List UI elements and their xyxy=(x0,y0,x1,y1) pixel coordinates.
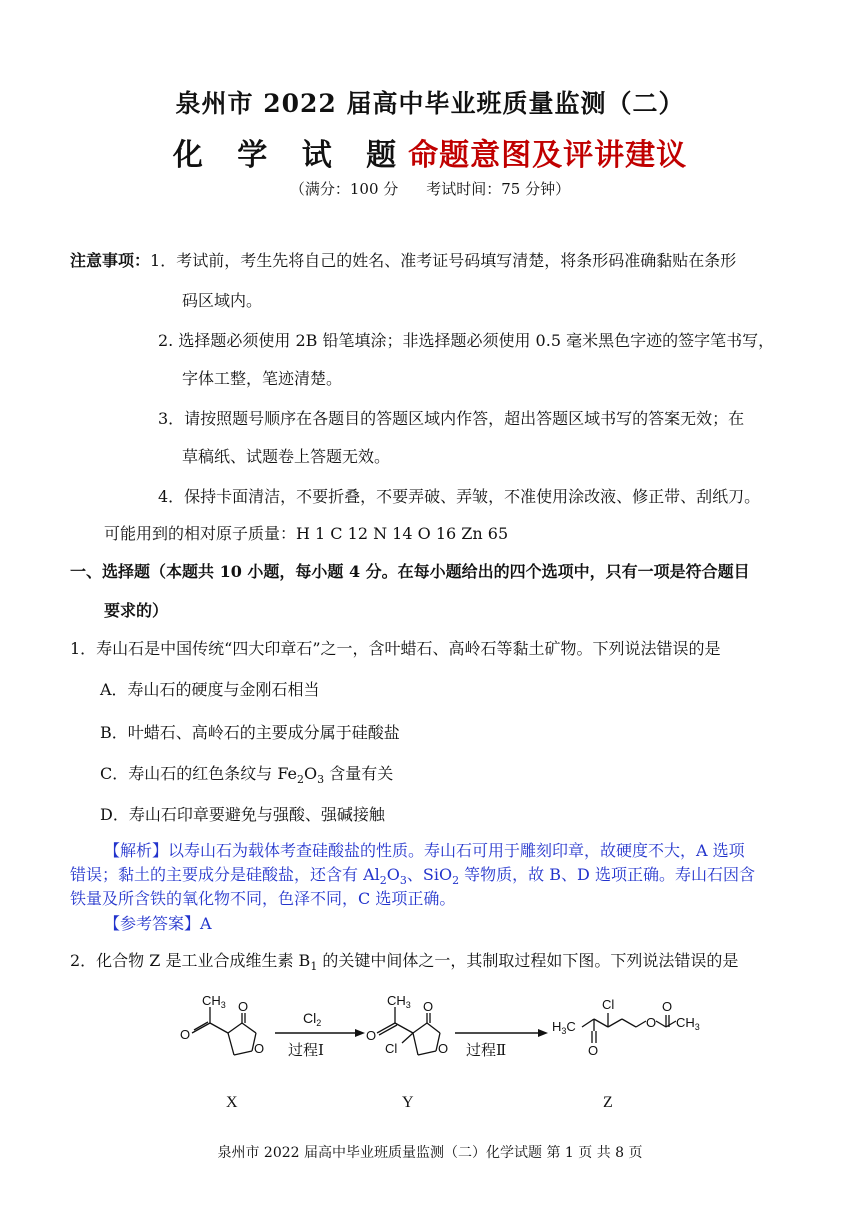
molecule-z xyxy=(582,1013,676,1043)
z-carbonyl-o: O xyxy=(662,999,673,1014)
y-ketone-o: O xyxy=(366,1028,377,1043)
page-footer: 泉州市 2022 届高中毕业班质量监测（二）化学试题 第 1 页 共 8 页 xyxy=(217,1145,643,1161)
reagent-cl2: $Cl_2$ xyxy=(303,1010,322,1028)
q1-option-a: A．寿山石的硬度与金刚石相当 xyxy=(100,680,320,699)
q1-answer: 【参考答案】A xyxy=(104,914,212,933)
full-score: （满分：100 分 xyxy=(289,180,399,198)
x-ketone-o: O xyxy=(180,1027,191,1042)
y-ch3: $CH_3$ xyxy=(387,993,411,1010)
q1-analysis-line2: 错误；黏土的主要成分是硅酸盐，还含有 $Al_2O_3$、SiO$_2$ 等物质，故 B、D 选项正确。寿山石因含 xyxy=(70,865,755,888)
label-x: X xyxy=(226,1094,238,1111)
z-ch3: $CH_3$ xyxy=(676,1015,700,1032)
notes-item2-line2: 字体工整，笔迹清楚。 xyxy=(182,369,343,388)
z-h3c: $H_3C$ xyxy=(552,1019,576,1036)
section1-heading-cont: 要求的） xyxy=(104,601,169,620)
q1-option-b: B．叶蜡石、高岭石的主要成分属于硅酸盐 xyxy=(100,723,400,742)
notes-item3-line1: 3．请按照题号顺序在各题目的答题区域内作答，超出答题区域书写的答案无效；在 xyxy=(158,409,745,428)
q1-analysis-line3: 铁量及所含铁的氧化物不同，色泽不同，C 选项正确。 xyxy=(70,889,456,908)
section1-heading: 一、选择题（本题共 10 小题，每小题 4 分。在每小题给出的四个选项中，只有一项是符合题目 xyxy=(70,562,750,581)
y-cl: Cl xyxy=(385,1041,398,1056)
q2-stem: 2．化合物 Z 是工业合成维生素 $B_1$ 的关键中间体之一，其制取过程如下图。下列说法错误的是 xyxy=(70,951,739,974)
notes-item4: 4．保持卡面清洁，不要折叠，不要弄破、弄皱，不准使用涂改液、修正带、刮纸刀。 xyxy=(158,487,761,506)
reaction-scheme xyxy=(170,985,710,1080)
notes-item3-line2: 草稿纸、试题卷上答题无效。 xyxy=(182,447,391,466)
exam-meta xyxy=(0,178,860,199)
subject-title: 化 学 试 题 xyxy=(172,138,409,173)
q1-option-c: C．寿山石的红色条纹与 $Fe_2O_3$ 含量有关 xyxy=(100,764,394,787)
atomic-masses: 可能用到的相对原子质量：H 1 C 12 N 14 O 16 Zn 65 xyxy=(104,524,509,543)
q1-option-d: D．寿山石印章要避免与强酸、强碱接触 xyxy=(100,805,385,824)
label-y: Y xyxy=(402,1094,414,1111)
exam-time: 考试时间：75 分钟） xyxy=(426,180,571,198)
z-ketone-o: O xyxy=(588,1043,599,1058)
label-z: Z xyxy=(603,1094,613,1111)
x-ch3: $CH_3$ xyxy=(202,993,226,1010)
step2-label: 过程Ⅱ xyxy=(466,1041,507,1059)
notes-item2-line1: 2. 选择题必须使用 2B 铅笔填涂；非选择题必须使用 0.5 毫米黑色字迹的签字笔书写， xyxy=(158,331,775,350)
exam-title: 泉州市 2022 届高中毕业班质量监测（二） xyxy=(175,89,685,118)
exam-subtitle xyxy=(0,130,860,174)
notes-label: 注意事项： xyxy=(70,251,151,270)
q1-analysis-line1: 【解析】以寿山石为载体考查硅酸盐的性质。寿山石可用于雕刻印章，故硬度不大，A 选项 xyxy=(104,841,745,860)
intent-title: 命题意图及评讲建议 xyxy=(408,138,688,173)
step1-label: 过程Ⅰ xyxy=(288,1041,324,1059)
y-lactone-o: O xyxy=(423,999,434,1014)
arrow-step2-head xyxy=(538,1029,548,1037)
notes-item1-line2: 码区域内。 xyxy=(182,291,263,310)
y-ring-o: O xyxy=(438,1041,449,1056)
x-lactone-o: O xyxy=(238,999,249,1014)
q1-stem: 1．寿山石是中国传统“四大印章石”之一，含叶蜡石、高岭石等黏土矿物。下列说法错误的是 xyxy=(70,639,721,658)
notes-item1-line1: 注意事项：1．考试前，考生先将自己的姓名、准考证号码填写清楚，将条形码准确黏贴在条形 xyxy=(70,251,737,270)
arrow-step1-head xyxy=(355,1029,365,1037)
z-cl: Cl xyxy=(602,997,615,1012)
x-ring-o: O xyxy=(254,1041,265,1056)
molecule-x xyxy=(192,1007,256,1055)
z-ester-o: O xyxy=(646,1015,657,1030)
